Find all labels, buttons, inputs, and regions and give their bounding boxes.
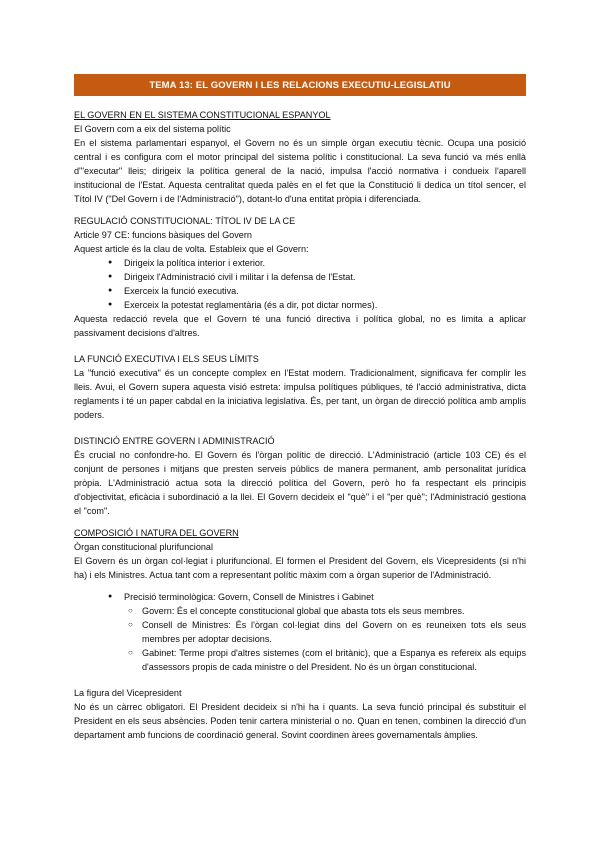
- section-govern-sistema: [74, 108, 526, 206]
- paragraph: La "funció executiva" és un concepte complex en l'Estat modern. Tradicionalment, significava fer complir les lleis. Avui, el Govern supera aquesta visió estreta: impulsa polítiques públiques, té l'acció administrativa, dicta reglaments i té un paper cabdal en la iniciativa legislativa. És, per tant, un òrgan de direcció política amb amplis poders.: [74, 368, 526, 420]
- section-composicio: [74, 526, 526, 674]
- list-item: ○ Gabinet: Terme propi d'altres sistemes (com el britànic), que a Espanya es refereix als equips d'assessors propis de cada ministre o del President. No és un òrgan constitucional.: [128, 646, 526, 674]
- paragraph: Aquest article és la clau de volta. Estableix que el Govern:: [74, 244, 309, 254]
- list-item: ○ Consell de Ministres: És l'òrgan col·legiat dins del Govern on es reuneixen tots els seus membres per adoptar decisions.: [128, 618, 526, 646]
- paragraph: El Govern és un òrgan col·legiat i plurifuncional. El formen el President del Govern, els Vicepresidents (si n'hi ha) i els Ministres. Actua tant com a representant polític màxim com a òrgan superior de l'Administració.: [74, 556, 526, 580]
- section-funcio-executiva: [74, 352, 526, 422]
- list-item: ● Dirigeix la política interior i exterior.: [110, 256, 526, 270]
- section-subheading: El Govern com a eix del sistema polític: [74, 124, 231, 134]
- bullet-list: [74, 256, 526, 312]
- bullet-list: [74, 590, 526, 604]
- section-heading: COMPOSICIÓ I NATURA DEL GOVERN: [74, 528, 239, 538]
- document-body: [74, 108, 526, 742]
- paragraph: En el sistema parlamentari espanyol, el Govern no és un simple òrgan executiu tècnic. Ocupa una posició central i es configura com el motor principal del sistema polític i constitucional. La seva funció va més enllà d'"executar" lleis; dirigeix la política general de la nació, impulsa l'acció normativa i condueix l'aparell institucional de l'Estat. Aquesta centralitat queda palès en el fet que la Constitució li dedica un títol sencer, el Títol IV ("Del Govern i de l'Administració"), dotant-lo d'una entitat pròpia i diferenciada.: [74, 138, 526, 204]
- list-item: ● Dirigeix l'Administració civil i militar i la defensa de l'Estat.: [110, 270, 526, 284]
- section-heading: DISTINCIÓ ENTRE GOVERN I ADMINISTRACIÓ: [74, 436, 275, 446]
- list-item: ● Precisió terminològica: Govern, Consell de Ministres i Gabinet: [110, 590, 526, 604]
- section-subheading: La figura del Vicepresident: [74, 688, 182, 698]
- title-banner: TEMA 13: EL GOVERN I LES RELACIONS EXECUTIU-LEGISLATIU: [74, 74, 526, 96]
- section-heading: REGULACIÓ CONSTITUCIONAL: TÍTOL IV DE LA CE: [74, 216, 296, 226]
- section-heading: EL GOVERN EN EL SISTEMA CONSTITUCIONAL ESPANYOL: [74, 110, 331, 120]
- section-regulacio: [74, 214, 526, 340]
- paragraph: És crucial no confondre-ho. El Govern és l'òrgan polític de direcció. L'Administració (article 103 CE) és el conjunt de persones i mitjans que presten serveis públics de manera permanent, amb personalitat jurídica pròpia. L'Administració actua sota la direcció política del Govern, però ho fa respectant els principis d'objectivitat, eficàcia i subordinació a la llei. El Govern decideix el "què" i el "per què"; l'Administració gestiona el "com".: [74, 450, 526, 516]
- section-subheading: Article 97 CE: funcions bàsiques del Govern: [74, 230, 252, 240]
- list-item: ○ Govern: És el concepte constitucional global que abasta tots els seus membres.: [128, 604, 526, 618]
- paragraph: No és un càrrec obligatori. El President decideix si n'hi ha i quants. La seva funció principal és substituir el President en els seus absències. Poden tenir cartera ministerial o no. Quan en tenen, combinen la direcció d'un departament amb funcions de coordinació general. Sovint coordinen àrees governamentals àmplies.: [74, 702, 526, 740]
- section-govern-administracio: [74, 434, 526, 518]
- section-vicepresident: [74, 686, 526, 742]
- section-heading: LA FUNCIÓ EXECUTIVA I ELS SEUS LÍMITS: [74, 354, 259, 364]
- list-item: ● Exerceix la potestat reglamentària (és a dir, pot dictar normes).: [110, 298, 526, 312]
- sub-bullet-list: [74, 604, 526, 674]
- list-item: ● Exerceix la funció executiva.: [110, 284, 526, 298]
- paragraph: Aquesta redacció revela que el Govern té una funció directiva i política global, no es limita a aplicar passivament decisions d'altres.: [74, 314, 526, 338]
- section-subheading: Òrgan constitucional plurifuncional: [74, 542, 214, 552]
